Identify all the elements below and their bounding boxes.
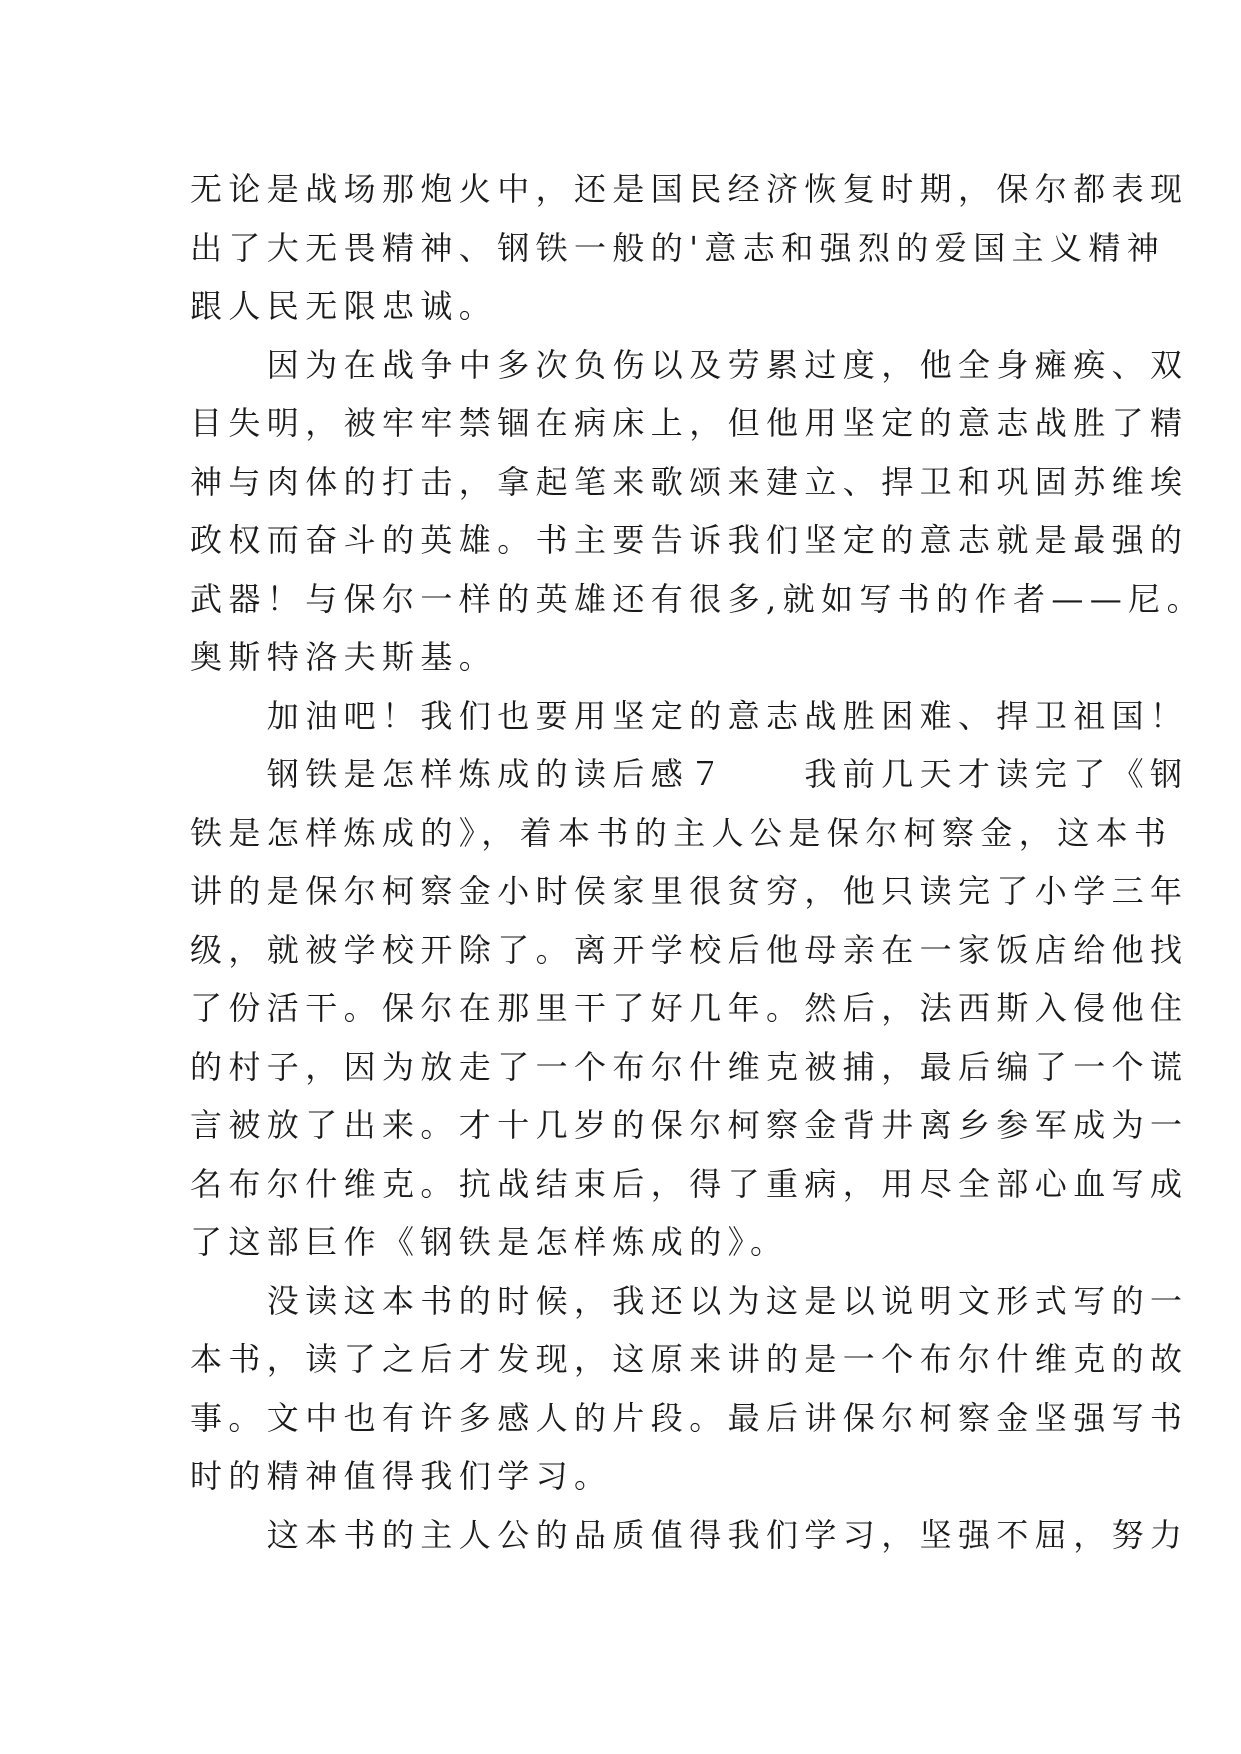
text-line: 这本书的主人公的品质值得我们学习，坚强不屈，努力	[190, 1515, 1189, 1554]
text-line: 武器！与保尔一样的英雄还有很多,就如写书的作者——尼。	[190, 579, 1205, 618]
text-line: 出了大无畏精神、钢铁一般的'意志和强烈的爱国主义精神	[190, 228, 1166, 267]
text-line: 目失明，被牢牢禁锢在病床上，但他用坚定的意志战胜了精	[190, 404, 1189, 442]
text-line: 事。文中也有许多感人的片段。最后讲保尔柯察金坚强写书	[190, 1398, 1189, 1437]
text-line: 的村子，因为放走了一个布尔什维克被捕，最后编了一个谎	[190, 1047, 1189, 1086]
text-line: 言被放了出来。才十几岁的保尔柯察金背井离乡参军成为一	[190, 1106, 1189, 1144]
text-line: 铁是怎样炼成的》，着本书的主人公是保尔柯察金，这本书	[190, 813, 1173, 852]
text-line: 加油吧！我们也要用坚定的意志战胜困难、捍卫祖国！	[190, 696, 1189, 735]
text-line: 跟人民无限忠诚。	[190, 287, 498, 325]
text-line: 钢铁是怎样炼成的读后感７ 我前几天才读完了《钢	[190, 755, 1189, 793]
text-line: 讲的是保尔柯察金小时侯家里很贫穷，他只读完了小学三年	[190, 872, 1189, 910]
document-body	[190, 160, 1205, 1564]
text-line: 神与肉体的打击，拿起笔来歌颂来建立、捍卫和巩固苏维埃	[190, 462, 1189, 501]
text-line: 级，就被学校开除了。离开学校后他母亲在一家饭店给他找	[190, 930, 1189, 969]
text-line: 了份活干。保尔在那里干了好几年。然后，法西斯入侵他住	[190, 989, 1189, 1027]
text-line: 名布尔什维克。抗战结束后，得了重病，用尽全部心血写成	[190, 1164, 1189, 1203]
text-line: 时的精神值得我们学习。	[190, 1457, 613, 1495]
text-line: 了这部巨作《钢铁是怎样炼成的》。	[190, 1223, 789, 1261]
text-line: 奥斯特洛夫斯基。	[190, 638, 498, 676]
text-line: 没读这本书的时候，我还以为这是以说明文形式写的一	[190, 1281, 1189, 1320]
text-line: 因为在战争中多次负伤以及劳累过度，他全身瘫痪、双	[190, 345, 1189, 384]
text-line: 政权而奋斗的英雄。书主要告诉我们坚定的意志就是最强的	[190, 521, 1189, 559]
text-line: 无论是战场那炮火中，还是国民经济恢复时期，保尔都表现	[190, 170, 1189, 208]
text-line: 本书，读了之后才发现，这原来讲的是一个布尔什维克的故	[190, 1340, 1189, 1378]
